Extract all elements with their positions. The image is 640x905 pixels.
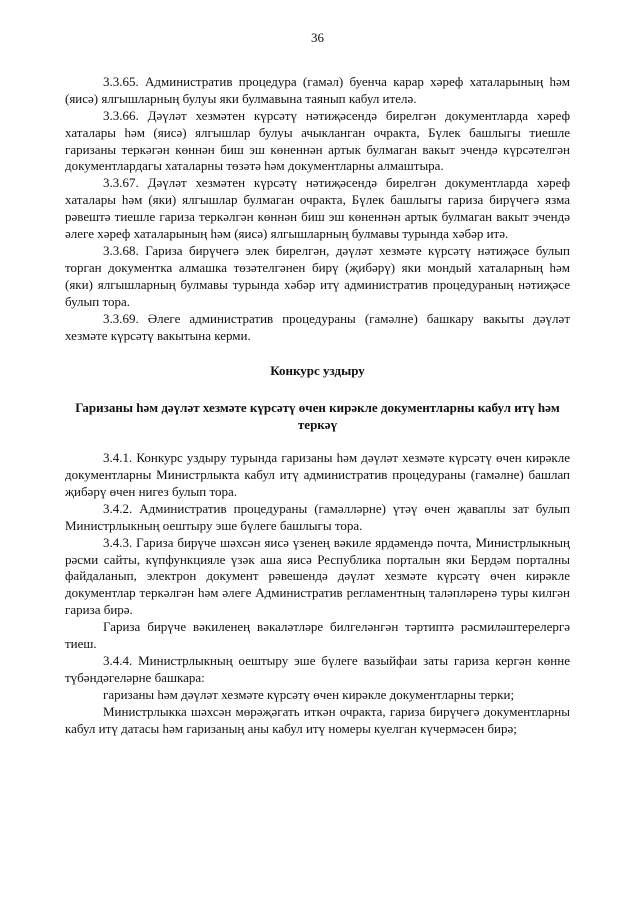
paragraph-3-3-69: 3.3.69. Әлеге административ процедураны (гамәлне) башкару вакыты дәүләт хезмәте күрсәтү вакытына керми. [65,310,570,343]
paragraph-3-4-1: 3.4.1. Конкурс уздыру турында гаризаны һәм дәүләт хезмәте күрсәтү өчен кирәкле документларны Министрлыкта кабул итү административ процедураны (гамәлне) башлап җибәрү өчен нигез булып тора. [65,450,570,499]
paragraph-3-3-66: 3.3.66. Дәүләт хезмәтен күрсәтү нәтиҗәсендә бирелгән документларда хәреф хаталары һәм (яисә) ялгышлар булуы ачыкланган очракта, Бүлек башлыгы тиешле гаризаны теркәгән көннән биш эш көненнән артык булмаган вакыт эчендә күрсәтелгән документлардагы хаталарны төзәтә һәм документларны алмаштыра. [65,107,570,174]
paragraph-3-4-4: 3.4.4. Министрлыкның оештыру эше бүлеге вазыйфаи заты гариза кергән көнне түбәндәгеләрне башкара: [65,653,570,685]
paragraph-representative-powers: Гариза бирүче вәкиленең вәкаләтләре билгеләнгән тәртиптә рәсмиләштерелергә тиеш. [65,619,570,652]
paragraph-3-3-67: 3.3.67. Дәүләт хезмәтен күрсәтү нәтиҗәсендә бирелгән документларда хәреф хаталары һәм (яки) ялгышлар булмаган очракта, Бүлек башлыгы гариза бирүчегә язма рәвештә тиешле гариза теркәлгән көннән биш эш көненнән артык булмаган вакыт эчендә әлеге хәреф хаталарының һәм (яисә) ялгышларның булмавы турында хәбәр итә. [65,175,570,242]
paragraph-3-4-2: 3.4.2. Административ процедураны (гамәлләрне) үтәү өчен җаваплы зат булып Министрлыкның оештыру эше бүлеге башлыгы тора. [65,500,570,533]
section-heading: Конкурс уздыру [270,363,365,379]
list-item-issue-copy: Министрлыкка шәхсән мөрәҗәгать иткән очракта, гариза бирүчегә документларны кабул итү датасы һәм гаризаның аны кабул итү номеры куелган күчермәсен бирә; [65,703,570,736]
list-item-register-application: гаризаны һәм дәүләт хезмәте күрсәтү өчен кирәкле документларны терки; [103,686,515,702]
paragraph-3-4-3: 3.4.3. Гариза бирүче шәхсән яисә үзенең вәкиле ярдәмендә почта, Министрлыкның рәсми сайты, күпфункцияле үзәк аша яисә Республика порталын яки Бердәм порталны файдаланып, электрон документ рәвешендә дәүләт хезмәте күрсәтү өчен кирәкле документлар теркәлгән һәм әлеге Административ регламентның таләпләренә туры килгән гариза бирә. [65,534,570,618]
paragraph-3-3-68: 3.3.68. Гариза бирүчегә элек бирелгән, дәүләт хезмәте күрсәтү нәтиҗәсе булып торган документка алмашка төзәтелгәнен бирү (җибәрү) яки мондый хаталарның һәм (яки) ялгышларның булмавы турында хәбәр итү административ процедураның нәтиҗәсе булып тора. [65,242,570,309]
paragraph-3-3-65: 3.3.65. Административ процедура (гамәл) буенча карар хәреф хаталарының һәм (яисә) ялгышларның булуы яки булмавына таянып кабул ителә. [65,73,570,106]
page-number: 36 [311,30,324,45]
subsection-heading: Гаризаны һәм дәүләт хезмәте күрсәтү өчен кирәкле документларны кабул итү һәм теркәү [75,400,560,433]
